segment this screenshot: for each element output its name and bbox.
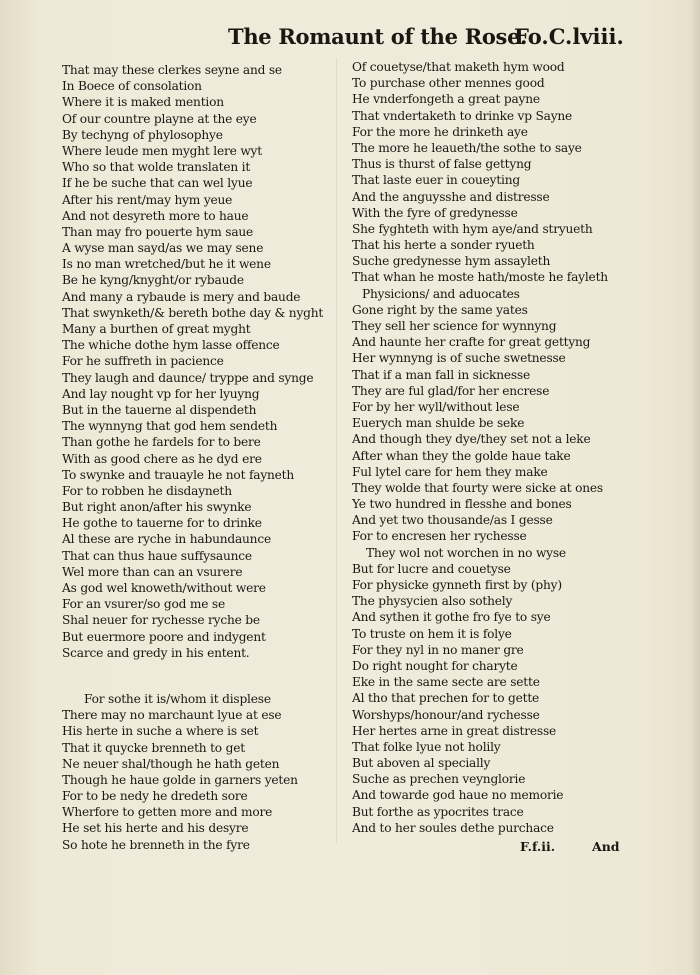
verse-line: Wel more than can an vsurere [62,564,243,579]
stanza-gap [62,661,324,691]
verse-line: That if a man fall in sicknesse [352,367,530,382]
verse-line: They laugh and daunce/ tryppe and synge [62,370,314,385]
verse-line: Ye two hundred in flesshe and bones [352,497,572,512]
verse-line: Of couetyse/that maketh hym wood [352,60,565,74]
verse-line: If he be suche that can wel lyue [62,176,253,191]
verse-line: And yet two thousande/as I gesse [352,513,553,528]
verse-line: To swynke and trauayle he not fayneth [62,467,295,482]
verse-line: Many a burthen of great myght [62,322,251,336]
verse-line: By techyng of phylosophye [62,127,223,142]
verse-line: Her wynnyng is of suche swetnesse [352,351,566,366]
verse-line: And many a rybaude is mery and baude [62,289,301,304]
verse-line: That can thus haue suffysaunce [62,548,252,563]
verse-line: For physicke gynneth first by (phy) [352,578,562,592]
verse-line: For they nyl in no maner gre [352,642,524,657]
verse-line: They are ful glad/for her encrese [352,383,550,398]
verse-line: For an vsurer/so god me se [62,597,225,612]
verse-line: Al tho that prechen for to gette [352,691,540,706]
verse-line: For to be nedy he dredeth sore [62,789,248,804]
verse-line: But aboven al specially [352,756,491,771]
verse-line: The wynnyng that god hem sendeth [62,419,278,434]
verse-line: To truste on hem it is folye [352,626,512,641]
verse-line: That may these clerkes seyne and se [62,63,282,77]
verse-line: Al these are ryche in habundaunce [62,532,271,547]
signature-mark: F.f.ii. [520,839,556,854]
verse-line: After his rent/may hym yeue [62,192,233,207]
verse-line: With as good chere as he dyd ere [62,451,262,466]
verse-line: But right anon/after his swynke [62,500,252,515]
verse-line: Her hertes arne in great distresse [352,723,557,738]
verse-line: But forthe as ypocrites trace [352,804,524,819]
verse-line: Than gothe he fardels for to bere [62,435,261,450]
verse-line: Shal neuer for rychesse ryche be [62,613,260,628]
verse-line: Worshyps/honour/and rychesse [352,707,540,722]
verse-line: But in the tauerne al dispendeth [62,402,257,417]
verse-line: She fyghteth with hym aye/and stryueth [352,221,593,236]
section-heading: Physicions/ and aduocates [362,286,520,301]
left-text-column [62,62,324,853]
verse-line: Scarce and gredy in his entent. [62,645,250,660]
verse-line: Ne neuer shal/though he hath geten [62,756,280,771]
verse-line: They wolde that fourty were sicke at ones [352,480,603,495]
verse-line: There may no marchaunt lyue at ese [62,708,282,723]
verse-line: For by her wyll/without lese [352,399,520,414]
verse-line: That swynketh/& bereth bothe day & nyght [62,305,324,320]
verse-line: The more he leaueth/the sothe to saye [352,140,582,155]
page-edge-shadow [690,0,700,975]
verse-line: Where leude men myght lere wyt [62,143,262,158]
verse-line: The whiche dothe hym lasse offence [62,338,280,353]
verse-line: He gothe to tauerne for to drinke [62,516,262,531]
verse-line: They sell her science for wynnyng [352,319,557,333]
catchword: And [592,839,620,854]
verse-line: For sothe it is/whom it displese [84,691,271,706]
verse-line: Thus is thurst of false gettyng [352,157,532,172]
folio-number: Fo.C.lviii. [514,24,624,49]
verse-line: But for lucre and couetyse [352,561,511,576]
verse-line: For to encresen her rychesse [352,529,527,544]
verse-line: Wherfore to getten more and more [62,805,273,820]
verse-line: After whan they the golde haue take [352,448,571,463]
verse-line: That his herte a sonder ryueth [352,238,535,253]
verse-line: For he suffreth in pacience [62,354,224,369]
verse-line: Though he haue golde in garners yeten [62,772,298,787]
verse-line: And though they dye/they set not a leke [352,432,591,447]
verse-line: Suche gredynesse hym assayleth [352,254,551,269]
verse-line: Of our countre playne at the eye [62,111,257,126]
verse-line: That folke lyue not holily [352,739,501,754]
verse-line: For the more he drinketh aye [352,124,528,139]
verse-line: A wyse man sayd/as we may sene [62,241,264,256]
verse-line: And to her soules dethe purchace [352,820,554,835]
verse-line: But euermore poore and indygent [62,629,266,644]
running-title: The Romaunt of the Rose. [228,24,528,49]
verse-line: To purchase other mennes good [352,76,545,91]
verse-line: And sythen it gothe fro fye to sye [352,610,551,625]
verse-line: He set his herte and his desyre [62,821,249,836]
verse-line: Eke in the same secte are sette [352,675,540,690]
verse-line: That it quycke brenneth to get [62,740,245,755]
verse-line: And haunte her crafte for great gettyng [352,335,591,350]
verse-line: Is no man wretched/but he it wene [62,257,271,272]
verse-line: So hote he brenneth in the fyre [62,837,250,852]
verse-line: Ful lytel care for hem they make [352,464,548,479]
verse-line: Be he kyng/knyght/or rybaude [62,273,244,288]
verse-line: And lay nought vp for her lyuyng [62,386,260,401]
verse-line: That whan he moste hath/moste he fayleth [352,270,608,285]
verse-line: Who so that wolde translaten it [62,160,251,175]
verse-line: Do right nought for charyte [352,658,518,673]
verse-line: With the fyre of gredynesse [352,205,518,220]
verse-line: And not desyreth more to haue [62,208,249,223]
verse-line: As god wel knoweth/without were [62,581,266,595]
right-text-column [352,59,642,836]
verse-line: His herte in suche a where is set [62,724,259,739]
verse-line: Gone right by the same yates [352,302,528,317]
verse-line: They wol not worchen in no wyse [366,545,566,560]
verse-line: He vnderfongeth a great payne [352,92,540,107]
column-gutter [336,58,337,843]
verse-line: That vndertaketh to drinke vp Sayne [352,108,573,123]
verse-line: That laste euer in coueyting [352,173,520,188]
verse-line: And the anguysshe and distresse [352,189,550,204]
verse-line: Where it is maked mention [62,95,224,110]
verse-line: Euerych man shulde be seke [352,416,525,431]
verse-line: For to robben he disdayneth [62,483,232,498]
verse-line: Than may fro pouerte hym saue [62,224,254,239]
verse-line: In Boece of consolation [62,79,202,94]
verse-line: Suche as prechen veynglorie [352,772,526,787]
verse-line: The physycien also sothely [352,594,513,609]
verse-line: And towarde god haue no memorie [352,788,564,803]
